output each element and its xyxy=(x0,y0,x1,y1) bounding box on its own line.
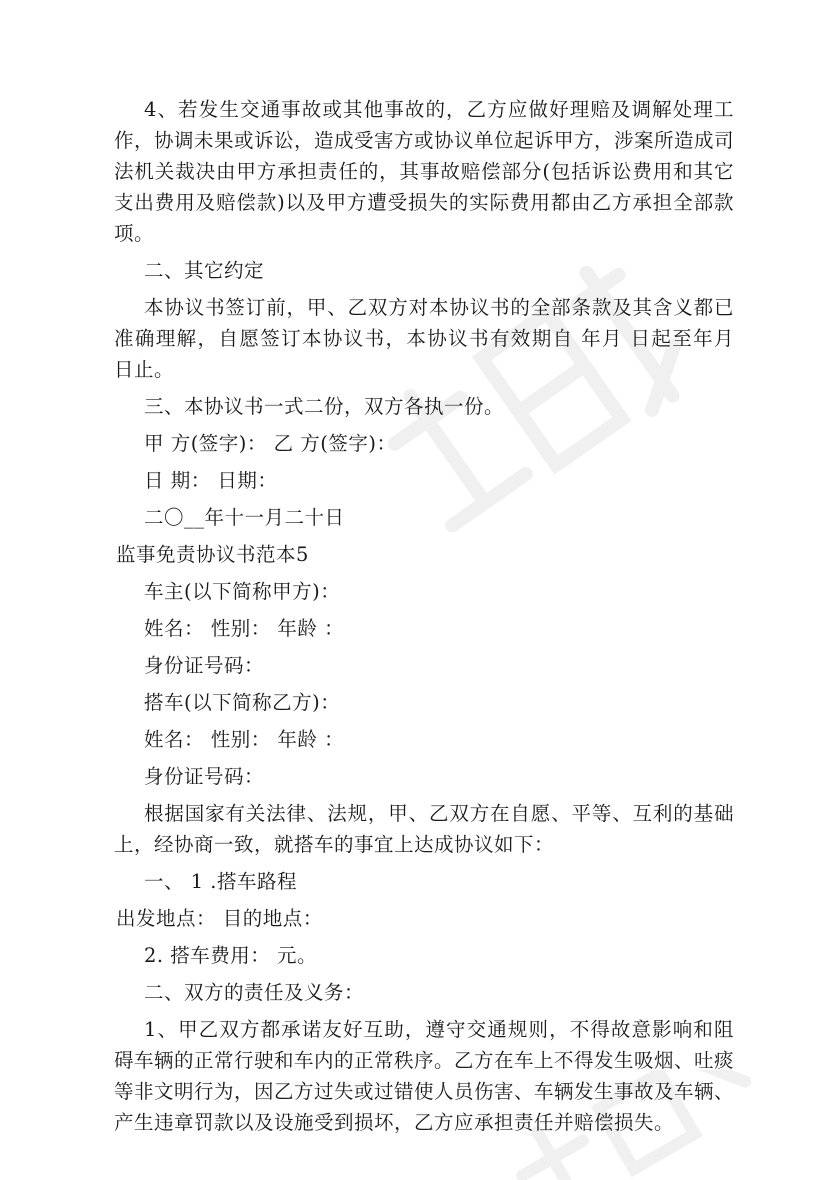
date-line: 日 期： 日期： xyxy=(144,469,278,492)
section-route: 一、 1 .搭车路程 xyxy=(144,870,298,893)
paragraph-validity: 本协议书签订前，甲、乙双方对本协议书的全部条款及其含义都已准确理解，自愿签订本协议书，本协议书有效期自 年月 日起至年月 日止。 xyxy=(114,296,734,381)
section-heading-copies: 三、本协议书一式二份，双方各执一份。 xyxy=(144,395,505,418)
party-a-info: 姓名： 性别： 年龄 ： xyxy=(144,617,345,640)
party-b-id: 身份证号码： xyxy=(144,765,265,788)
section-heading-other-terms: 二、其它约定 xyxy=(144,259,265,282)
paragraph-preamble: 根据国家有关法律、法规，甲、乙双方在自愿、平等、互利的基础上，经协商一致，就搭车的事宜上达成协议如下： xyxy=(114,802,734,856)
paragraph-mutual-obligations: 1、甲乙双方都承诺友好互助，遵守交通规则，不得故意影响和阻碍车辆的正常行驶和车内的正常秩序。乙方在车上不得发生吸烟、吐痰等非文明行为，因乙方过失或过错使人员伤害、车辆发生事故及车辆、产生违章罚款以及设施受到损坏，乙方应承担责任并赔偿损失。 xyxy=(114,1018,735,1134)
party-b-heading: 搭车(以下简称乙方)： xyxy=(144,691,341,714)
document-date: 二〇__年十一月二十日 xyxy=(144,506,345,529)
route-locations: 出发地点： 目的地点： xyxy=(116,907,323,930)
party-a-heading: 车主(以下简称甲方)： xyxy=(144,580,341,603)
section-responsibilities: 二、双方的责任及义务： xyxy=(144,981,365,1004)
paragraph-accident-liability: 4、若发生交通事故或其他事故的，乙方应做好理赔及调解处理工作，协调未果或诉讼，造成受害方或协议单位起诉甲方，涉案所造成司法机关裁决由甲方承担责任的，其事故赔偿部分(包括诉讼费用和其它支出费用及赔偿款)以及甲方遭受损失的实际费用都由乙方承担全部款项。 xyxy=(114,98,735,245)
party-a-id: 身份证号码： xyxy=(144,654,265,677)
party-b-info: 姓名： 性别： 年龄 ： xyxy=(144,728,345,751)
signature-line: 甲 方(签字)： 乙 方(签字)： xyxy=(144,432,397,455)
ride-fee: 2. 搭车费用： 元。 xyxy=(144,944,318,967)
sample-title: 监事免责协议书范本5 xyxy=(116,543,309,566)
document-body xyxy=(114,94,734,1144)
